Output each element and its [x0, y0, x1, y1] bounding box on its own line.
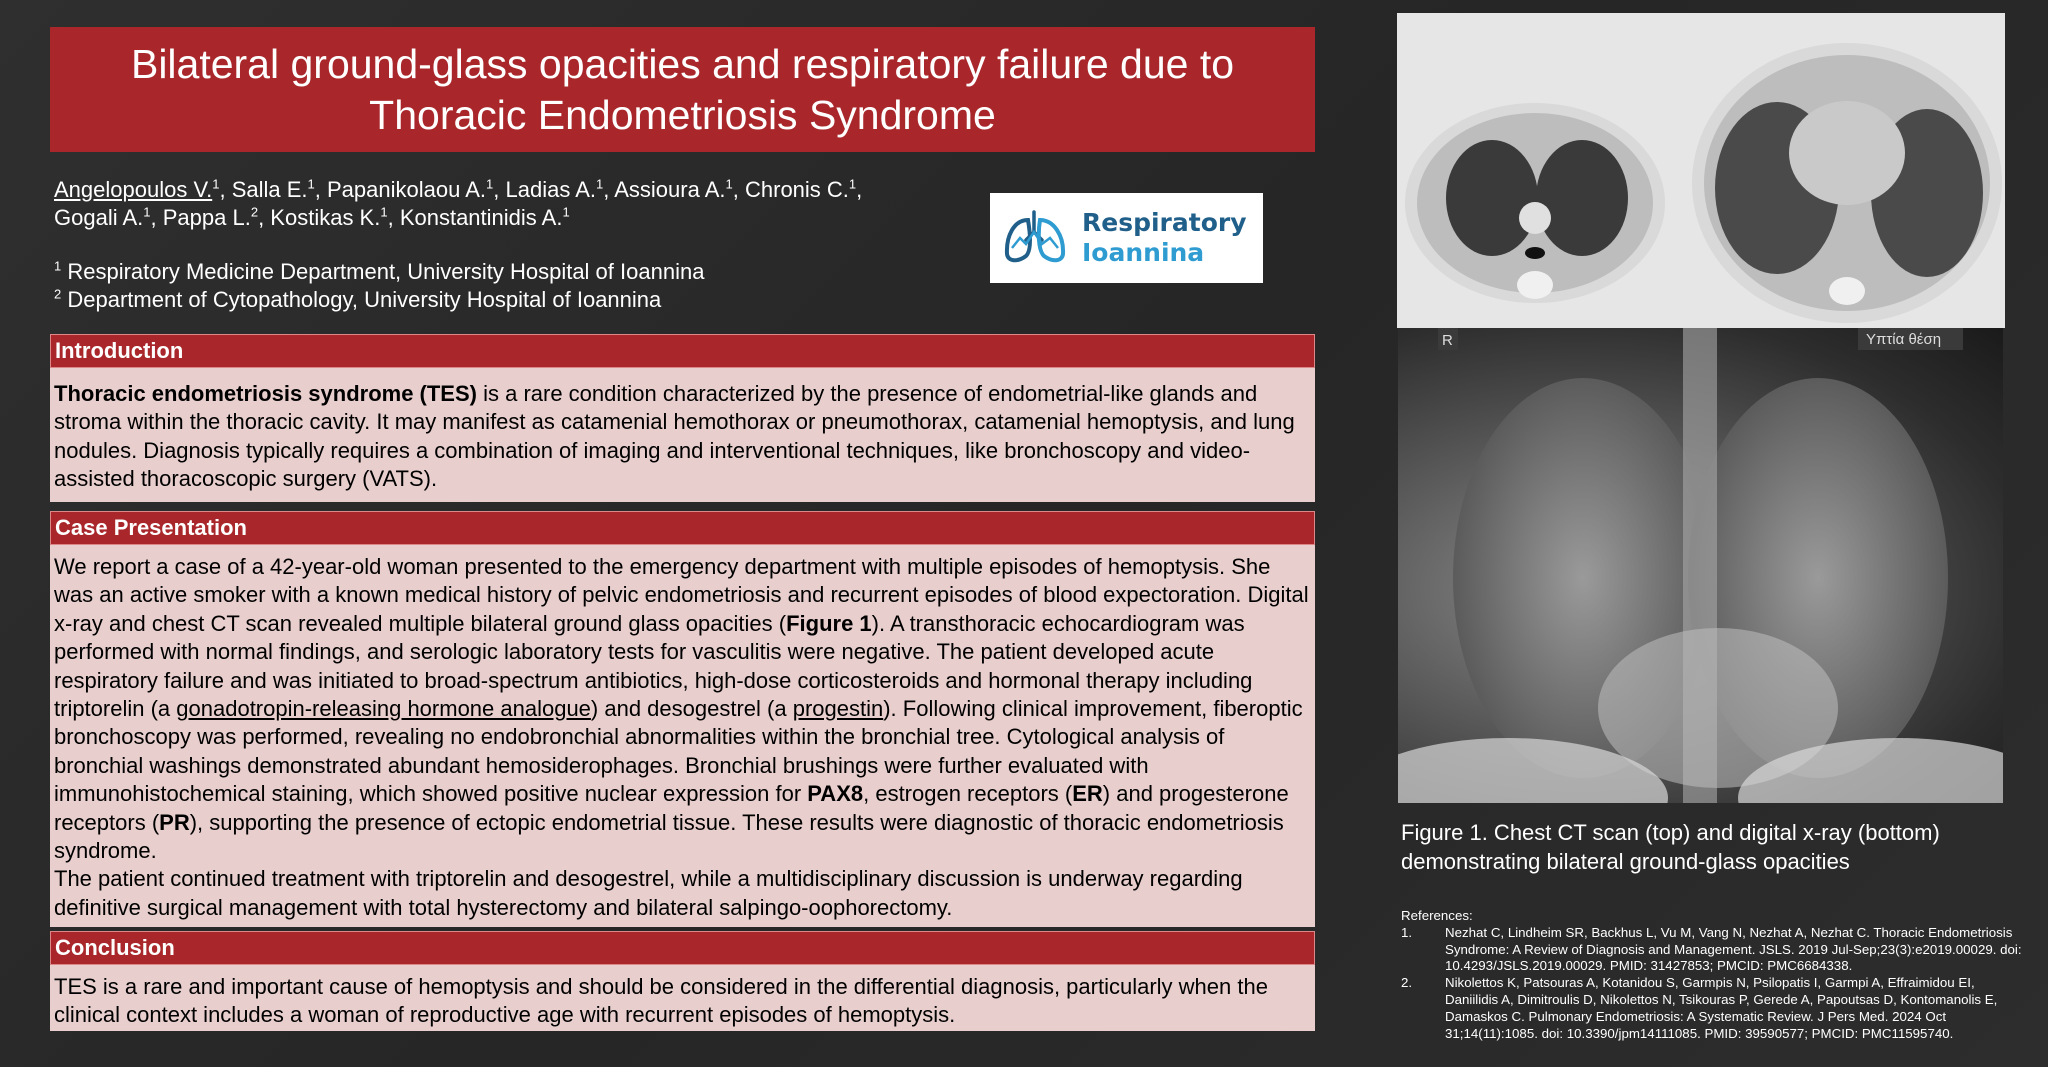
references	[1401, 908, 2031, 1042]
case-text: We report a case of a 42-year-old woman presented to the emergency department with multiple episodes of hemoptysis. She was an active smoker with a known medical history of pelvic endometriosis and recurrent episodes of blood expectoration. Digital x-ray and chest CT scan revealed multiple bilateral ground glass opacities (	[54, 554, 1309, 636]
affiliation-text: Respiratory Medicine Department, University Hospital of Ioannina	[67, 259, 705, 284]
conclusion-text: TES is a rare and important cause of hemoptysis and should be considered in the differential diagnosis, particularly when the clinical context includes a woman of reproductive age with recurrent episodes of hemoptysis.	[54, 974, 1268, 1028]
logo-line-1: Respiratory	[1082, 208, 1247, 237]
reference-number: 2.	[1401, 975, 1413, 991]
affiliation	[54, 286, 974, 314]
conclusion-section	[50, 931, 1315, 1031]
introduction-body	[50, 368, 1315, 502]
respiratory-ioannina-logo	[990, 193, 1263, 283]
poster-title	[50, 27, 1315, 152]
xray-position-label: Υπτία θέση	[1866, 331, 1942, 348]
reference-number: 1.	[1401, 924, 1413, 940]
xray-left-marker: R	[1442, 332, 1453, 349]
er-marker: ER	[1072, 781, 1103, 807]
references-heading: References:	[1401, 908, 1473, 923]
introduction-lead: Thoracic endometriosis syndrome (TES)	[54, 381, 477, 406]
conclusion-heading: Conclusion	[50, 931, 1315, 965]
affiliation-number: 2	[54, 286, 62, 302]
author-name: Assioura A.	[614, 177, 726, 202]
introduction-text: is a rare condition characterized by the presence of endometrial-like glands and stroma within the thoracic cavity. It may manifest as catamenial hemothorax or pneumothorax, catamenial hemoptysis, and lung nodules. Diagnosis typically requires a combination of imaging and interventional techniques, like bronchoscopy and video-assisted thoracoscopic surgery (VATS).	[54, 381, 1295, 492]
reference-text: Nikolettos K, Patsouras A, Kotanidou S, Garmpis N, Psilopatis I, Garmpi A, Effraimidou EI, Daniilidis A, Dimitroulis D, Nikolettos N, Tsikouras P, Gerede A, Papoutsas D, Kontomanolis E, Damaskos C. Pulmonary Endometriosis: A Systematic Review. J Pers Med. 2024 Oct 31;14(11):1085. doi: 10.3390/jpm14111085. PMID: 39590577; PMCID: PMC11595740.	[1445, 975, 1998, 1041]
reference-item	[1401, 975, 2031, 1042]
case-text: ) and desogestrel (a	[590, 696, 793, 722]
affiliation-list	[54, 258, 974, 314]
author-affiliation: 1	[486, 176, 494, 192]
author-list: Angelopoulos V.$^1$, Salla E.$^1$, Papanikolaou A.$^1$, Ladias A.$^1$, Assioura A.$^1$, Chronis C.$^1$, Gogali A.$^1$, Pappa L.$^2$, Kostikas K.$^1$, Konstantinidis A.$^1$	[54, 176, 863, 230]
case-text-followup: The patient continued treatment with triptorelin and desogestrel, while a multidisciplinary discussion is underway regarding definitive surgical management with total hysterectomy and bilateral salpingo-oophorectomy.	[54, 866, 1243, 920]
pax8-marker: PAX8	[807, 781, 864, 807]
case-presentation-heading: Case Presentation	[50, 511, 1315, 545]
author-affiliation: 1	[212, 176, 220, 192]
author-name: Gogali A.	[54, 205, 144, 230]
pr-marker: PR	[159, 809, 190, 835]
title-line-1: Bilateral ground-glass opacities and respiratory failure due to	[130, 40, 1235, 87]
author-name: Angelopoulos V.	[54, 177, 213, 202]
figure-reference: Figure 1	[786, 610, 872, 636]
chest-ct-image	[1397, 13, 2005, 328]
author-affiliation: 1	[143, 204, 151, 220]
chest-xray-image	[1398, 328, 2003, 803]
reference-text: Nezhat C, Lindheim SR, Backhus L, Vu M, Vang N, Nezhat A, Nezhat C. Thoracic Endometriosis Syndrome: A Review of Diagnosis and Management. JSLS. 2019 Jul-Sep;23(3):e2019.00029. doi: 10.4293/JSLS.2019.00029. PMID: 31427853; PMCID: PMC6684338.	[1445, 924, 2022, 974]
author-name: Papanikolaou A.	[326, 177, 487, 202]
affiliation-number: 1	[54, 258, 62, 274]
introduction-heading: Introduction	[50, 334, 1315, 368]
progestin-term: progestin	[792, 696, 884, 722]
case-text: ). Following clinical improvement, fiberoptic bronchoscopy was performed, revealing no endobronchial abnormalities within the bronchial tree. Cytological analysis of bronchial washings demonstrated abundant hemosiderophages. Bronchial brushings were further evaluated with immunohistochemical staining, which showed positive nuclear expression for	[54, 696, 1303, 807]
case-text: ). A transthoracic echocardiogram was performed with normal findings, and serologic laboratory tests for vasculitis were negative. The patient developed acute respiratory failure and was initiated to broad-spectrum antibiotics, high-dose corticosteroids and hormonal therapy including triptorelin (a	[54, 610, 1253, 722]
case-text: , estrogen receptors (	[863, 781, 1073, 807]
title-line-2: Thoracic Endometriosis Syndrome	[369, 91, 996, 138]
author-name: Ladias A.	[505, 177, 596, 202]
reference-item	[1401, 925, 2031, 975]
author-affiliation: 2	[250, 204, 259, 220]
case-text: ), supporting the presence of ectopic endometrial tissue. These results were diagnostic of thoracic endometriosis syndrome.	[54, 809, 1284, 864]
author-affiliation: 1	[725, 176, 733, 192]
affiliation	[54, 258, 974, 286]
figure-caption: Figure 1. Chest CT scan (top) and digital x-ray (bottom) demonstrating bilateral ground-glass opacities	[1401, 820, 1940, 874]
conclusion-body	[50, 965, 1315, 1031]
author-name: Salla E.	[231, 177, 308, 202]
author-affiliation: 1	[380, 204, 388, 220]
author-name: Pappa L.	[162, 205, 251, 230]
case-presentation-section	[50, 511, 1315, 927]
gnrh-analogue-term: gonadotropin-releasing hormone analogue	[176, 696, 591, 722]
case-presentation-body	[50, 545, 1315, 927]
introduction-section	[50, 334, 1315, 502]
author-affiliation: 1	[562, 204, 570, 220]
author-name: Kostikas K.	[270, 205, 381, 230]
lungs-icon	[1002, 202, 1070, 275]
author-affiliation: 1	[307, 176, 315, 192]
logo-line-2: Ioannina	[1082, 238, 1205, 267]
author-name: Konstantinidis A.	[399, 205, 563, 230]
case-text: ) and progesterone receptors (	[54, 781, 1289, 835]
author-affiliation: 1	[848, 176, 857, 192]
affiliation-text: Department of Cytopathology, University Hospital of Ioannina	[67, 287, 662, 312]
author-affiliation: 1	[596, 176, 604, 192]
author-name: Chronis C.	[745, 177, 849, 202]
